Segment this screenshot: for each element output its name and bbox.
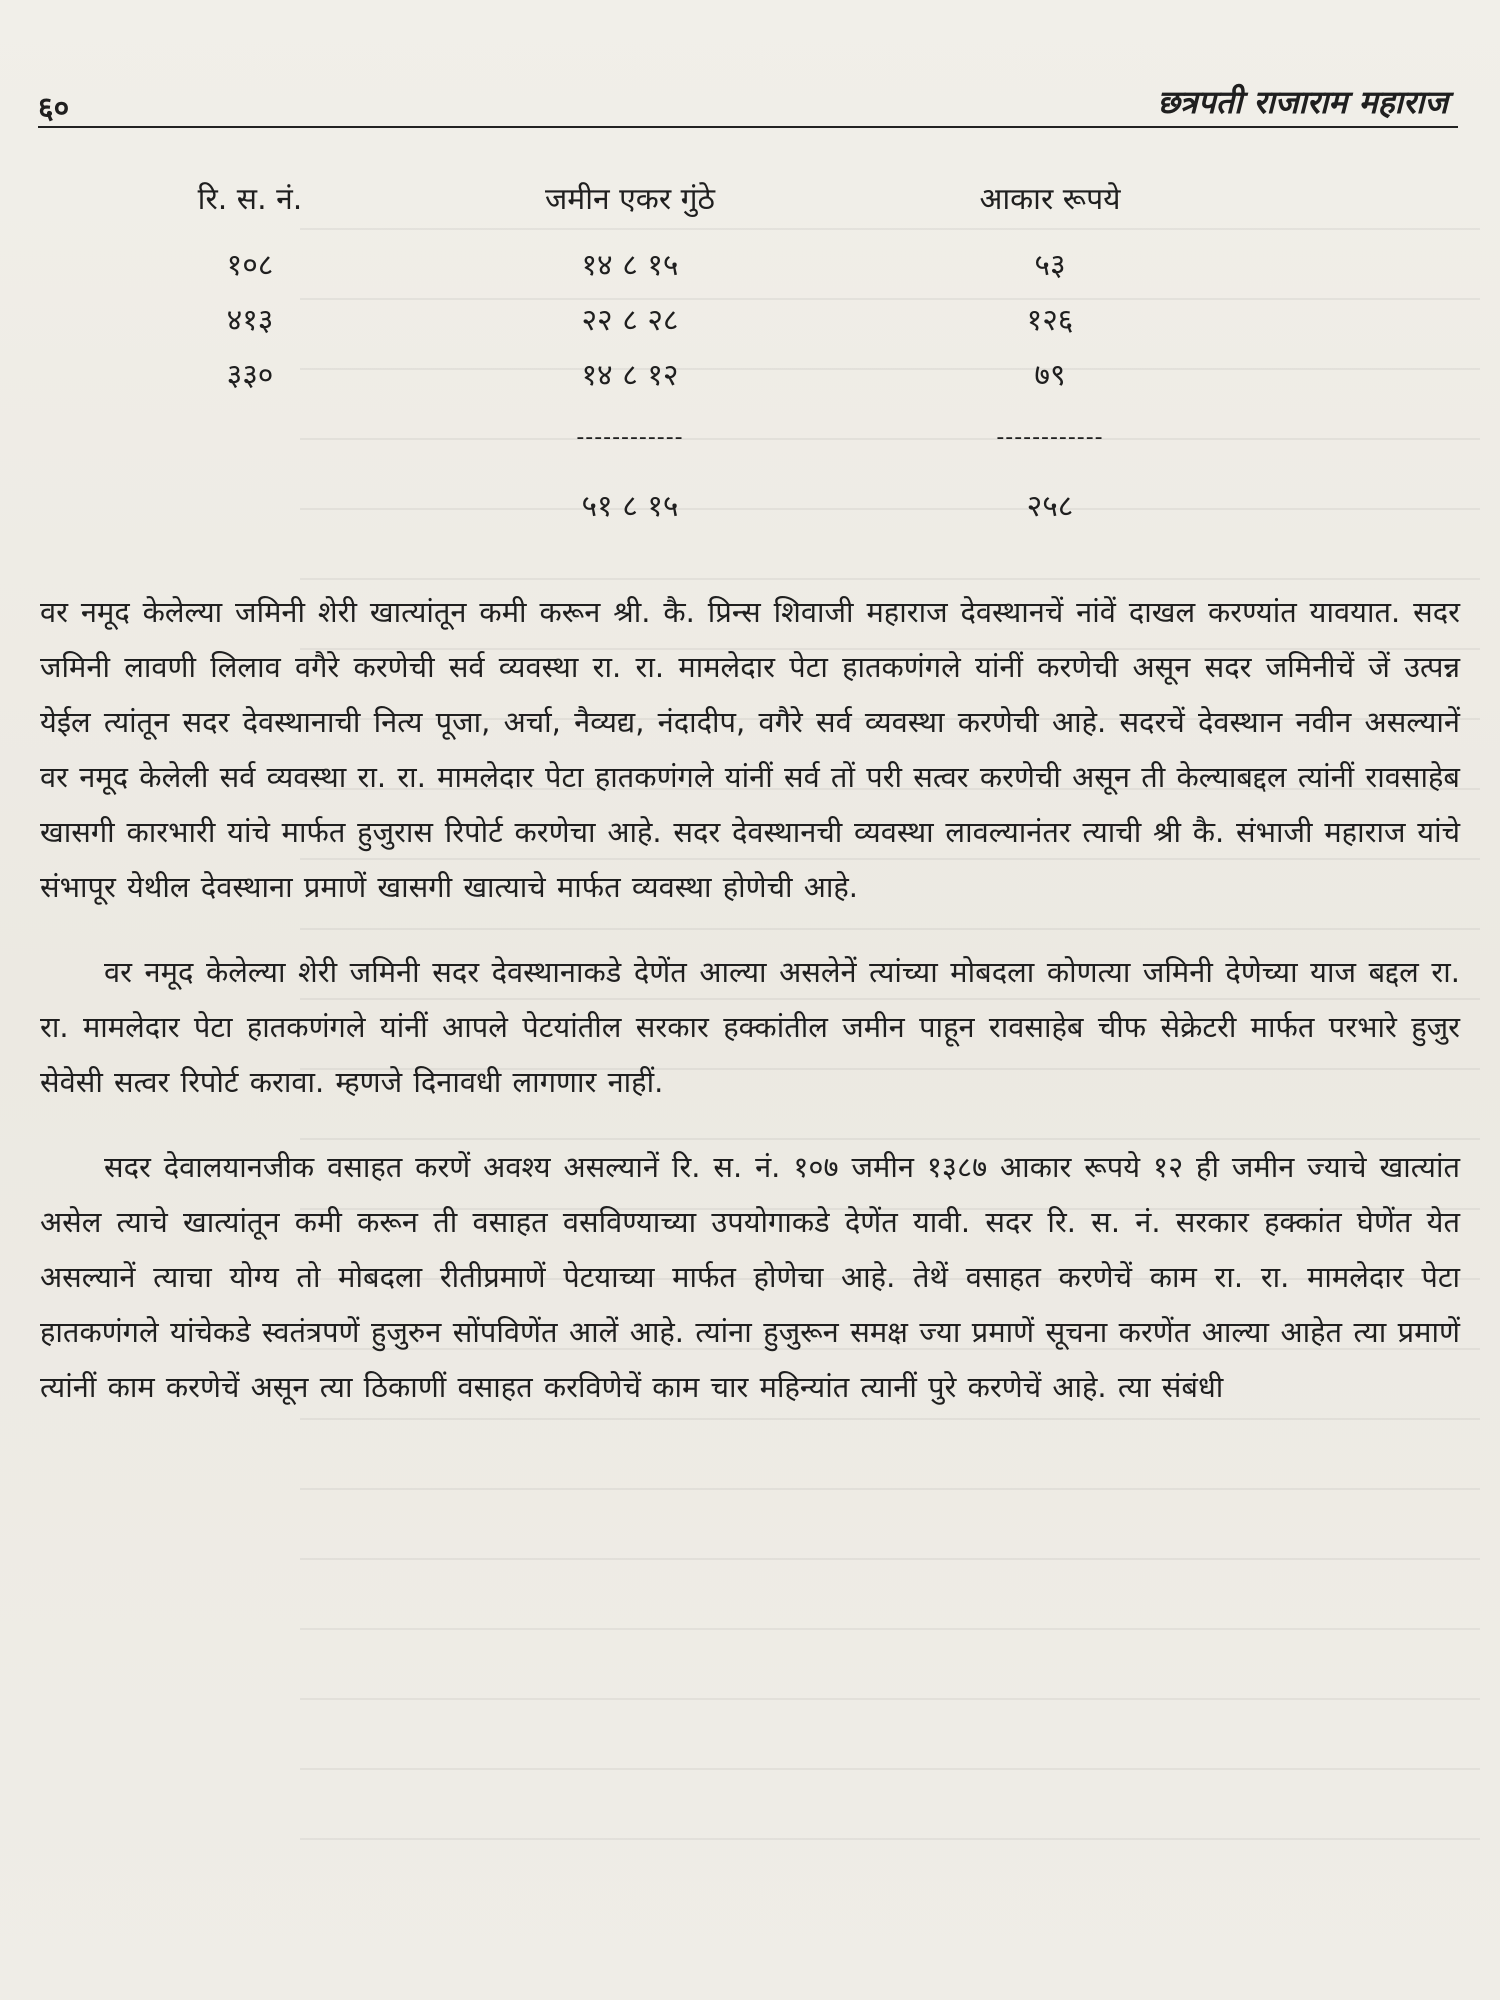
table-cell: १४ ८ १२ [581, 358, 679, 393]
table-cell: ४१३ [226, 303, 274, 338]
total-assessment: २५८ [1026, 489, 1074, 524]
column-header: जमीन एकर गुंठे [545, 182, 715, 217]
table-cell: १०८ [226, 248, 274, 283]
table-cell: २२ ८ २८ [581, 303, 679, 338]
column-header: आकार रूपये [979, 182, 1121, 217]
total-divider: ------------ [576, 425, 684, 450]
table-cell: ५३ [1034, 248, 1066, 283]
table-cell: ७९ [1034, 358, 1066, 393]
table-cell: १४ ८ १५ [581, 248, 679, 283]
paragraph: वर नमूद केलेल्या शेरी जमिनी सदर देवस्थानाकडे देणेंत आल्या असलेनें त्यांच्या मोबदला कोणत्या जमिनी देणेच्या याज बद्दल रा. रा. मामलेदार पेटा हातकणंगले यांनीं आपले पेटयांतील सरकार हक्कांतील जमीन पाहून रावसाहेब चीफ सेक्रेटरी मार्फत परभारे हुजुर सेवेसी सत्वर रिपोर्ट करावा. म्हणजे दिनावधी लागणार नाहीं. [40, 955, 1460, 1099]
page-header [38, 80, 1458, 128]
table-cell: १२६ [1026, 303, 1074, 338]
running-title: छत्रपती राजाराम महाराज [1157, 83, 1448, 121]
survey-number-column [70, 170, 430, 403]
total-area: ५१ ८ १५ [581, 489, 679, 524]
land-table [70, 170, 1370, 570]
area-column [450, 170, 810, 537]
table-cell: ३३० [226, 358, 274, 393]
total-divider: ------------ [996, 425, 1104, 450]
assessment-column [870, 170, 1230, 537]
page-number: ६० [38, 91, 70, 126]
column-header: रि. स. नं. [197, 182, 303, 217]
paragraph: सदर देवालयानजीक वसाहत करणें अवश्य असल्यानें रि. स. नं. १०७ जमीन १३८७ आकार रूपये १२ ही जमीन ज्याचे खात्यांत असेल त्याचे खात्यांतून कमी करून ती वसाहत वसविण्याच्या उपयोगाकडे देणेंत यावी. सदर रि. स. नं. सरकार हक्कांत घेणेंत येत असल्यानें त्याचा योग्य तो मोबदला रीतीप्रमाणें पेटयाच्या मार्फत होणेचा आहे. तेथें वसाहत करणेचें काम रा. रा. मामलेदार पेटा हातकणंगले यांचेकडे स्वतंत्रपणें हुजुरुन सोंपविणेंत आलें आहे. त्यांना हुजुरून समक्ष ज्या प्रमाणें सूचना करणेंत आल्या आहेत त्या प्रमाणें त्यांनीं काम करणेचें असून त्या ठिकाणीं वसाहत करविणेचें काम चार महिन्यांत त्यानीं पुरे करणेचें आहे. त्या संबंधी [40, 1150, 1460, 1404]
paragraph: वर नमूद केलेल्या जमिनी शेरी खात्यांतून कमी करून श्री. कै. प्रिन्स शिवाजी महाराज देवस्थानचें नांवें दाखल करण्यांत यावयात. सदर जमिनी लावणी लिलाव वगैरे करणेची सर्व व्यवस्था रा. रा. मामलेदार पेटा हातकणंगले यांनीं करणेची असून सदर जमिनीचें जें उत्पन्न येईल त्यांतून सदर देवस्थानाची नित्य पूजा, अर्चा, नैव्यद्य, नंदादीप, वगैरे सर्व व्यवस्था करणेची आहे. सदरचें देवस्थान नवीन असल्यानें वर नमूद केलेली सर्व व्यवस्था रा. रा. मामलेदार पेटा हातकणंगले यांनीं सर्व तों परी सत्वर करणेची असून ती केल्याबद्दल त्यांनीं रावसाहेब खासगी कारभारी यांचे मार्फत हुजुरास रिपोर्ट करणेचा आहे. सदर देवस्थानची व्यवस्था लावल्यानंतर त्याची श्री कै. संभाजी महाराज यांचे संभापूर येथील देवस्थाना प्रमाणें खासगी खात्याचे मार्फत व्यवस्था होणेची आहे. [40, 595, 1460, 904]
body-text [40, 585, 1460, 1445]
